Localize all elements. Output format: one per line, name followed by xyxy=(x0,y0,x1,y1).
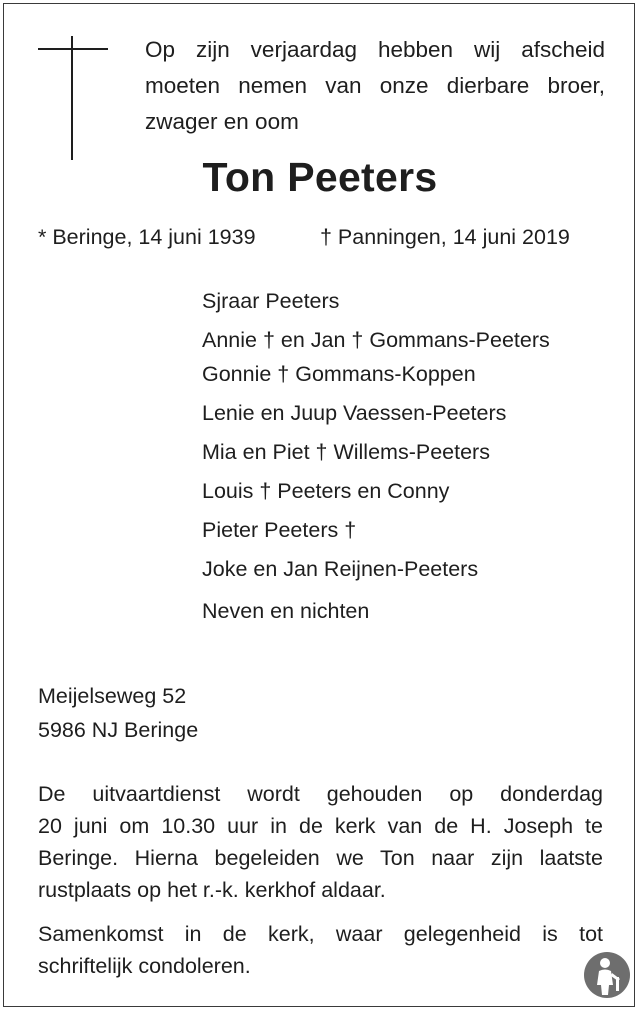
service-line: 20 juni om 10.30 uur in de kerk van de H. Joseph te xyxy=(38,814,603,838)
service-line: Beringe. Hierna begeleiden we Ton naar zijn laatste xyxy=(38,846,603,870)
service-paragraph xyxy=(38,778,603,906)
deceased-name: Ton Peeters xyxy=(202,154,438,200)
address-city: 5986 NJ Beringe xyxy=(38,718,199,742)
intro-text xyxy=(145,32,605,140)
gathering-line: schriftelijk condoleren. xyxy=(38,954,251,978)
family-member: Sjraar Peeters xyxy=(202,289,340,313)
family-member: Lenie en Juup Vaessen-Peeters xyxy=(202,401,507,425)
service-line: rustplaats op het r.-k. kerkhof aldaar. xyxy=(38,878,386,902)
family-member: Louis † Peeters en Conny xyxy=(202,479,450,503)
birth-date: * Beringe, 14 juni 1939 xyxy=(38,225,256,249)
gathering-paragraph xyxy=(38,918,603,982)
intro-line: zwager en oom xyxy=(145,109,299,134)
address-block xyxy=(38,679,198,747)
family-member: Annie † en Jan † Gommans-Peeters xyxy=(202,328,550,352)
family-member: Pieter Peeters † xyxy=(202,518,357,542)
service-line: De uitvaartdienst wordt gehouden op donderdag xyxy=(38,782,603,806)
family-member: Joke en Jan Reijnen-Peeters xyxy=(202,557,479,581)
family-list xyxy=(202,284,550,633)
family-member: Mia en Piet † Willems-Peeters xyxy=(202,440,490,464)
memorial-figure-icon xyxy=(583,951,631,999)
address-street: Meijelseweg 52 xyxy=(38,684,187,708)
intro-line: Op zijn verjaardag hebben wij afscheid xyxy=(145,37,605,62)
gathering-line: Samenkomst in de kerk, waar gelegenheid is tot xyxy=(38,922,603,946)
family-member: Gonnie † Gommans-Koppen xyxy=(202,362,476,386)
intro-line: moeten nemen van onze dierbare broer, xyxy=(145,73,605,98)
family-member: Neven en nichten xyxy=(202,599,370,623)
death-date: † Panningen, 14 juni 2019 xyxy=(320,225,570,249)
